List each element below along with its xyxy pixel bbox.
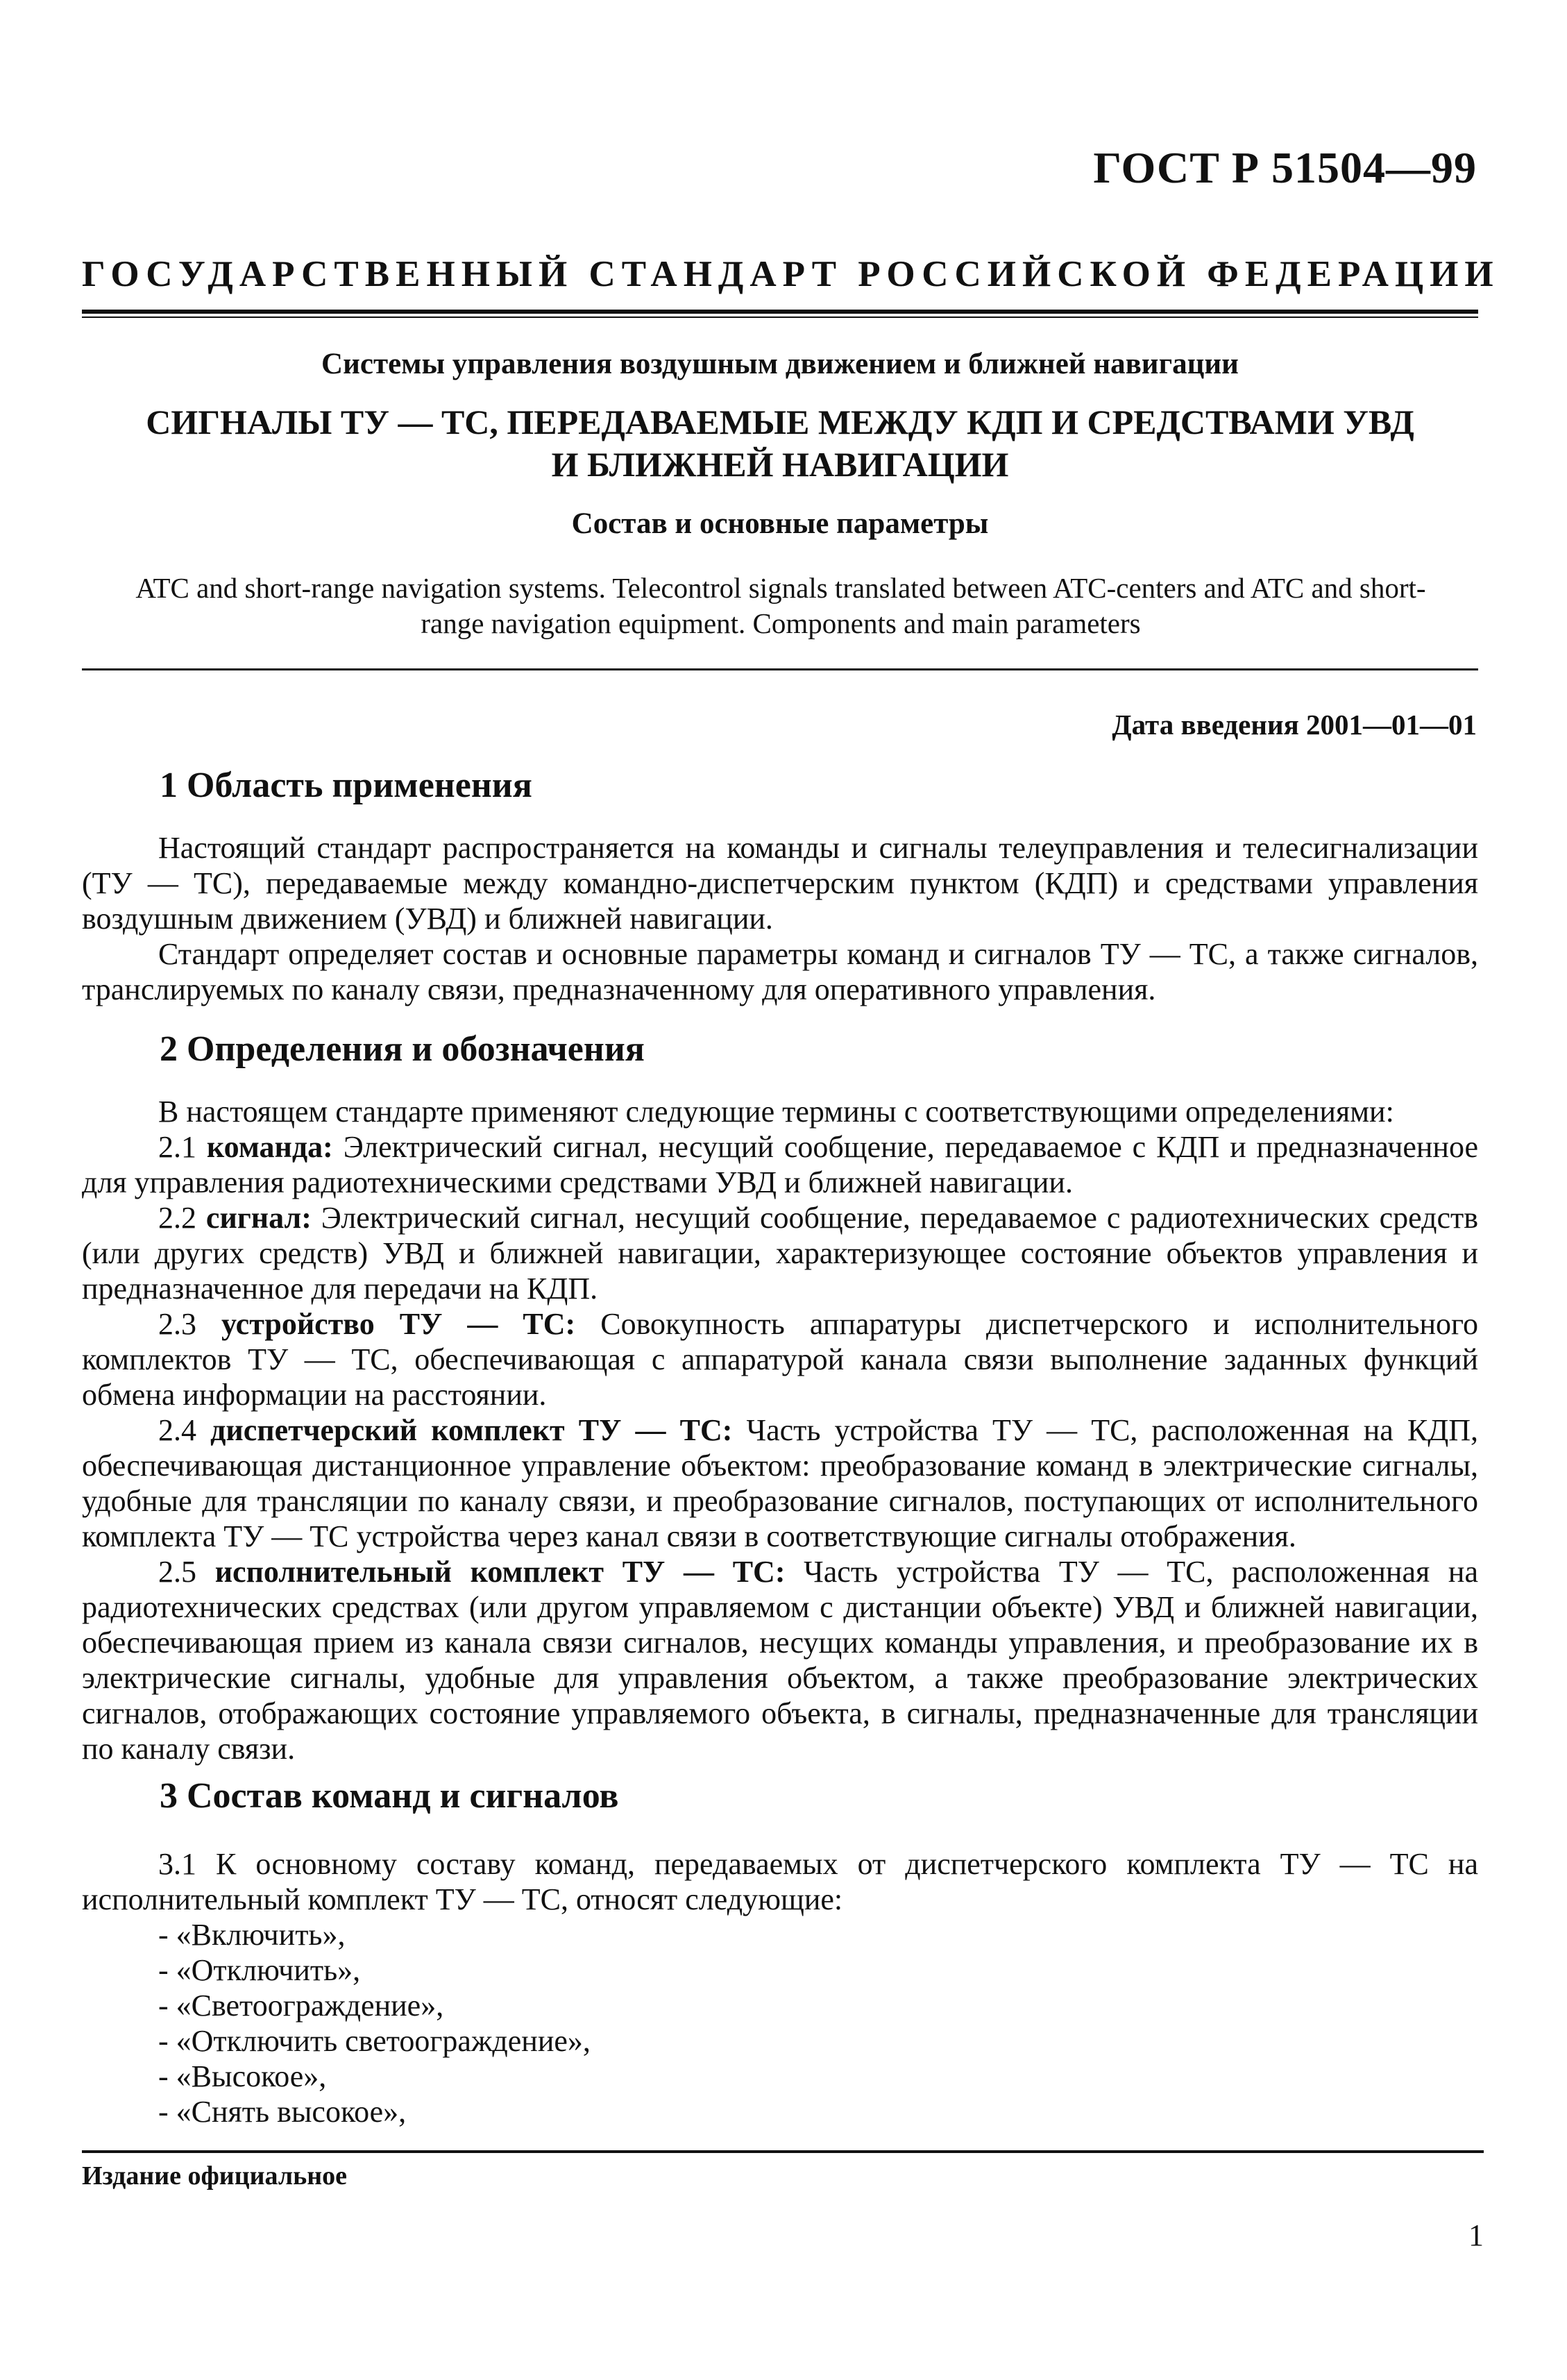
list-item: - «Включить», [158,1918,346,1952]
section-2-heading: 2 Определения и обозначения [160,1029,645,1069]
definition-2-4 [82,1412,1478,1554]
section-1-paragraph-2: Стандарт определяет состав и основные параметры команд и сигналов ТУ — ТС, а также сигналов, транслируемых по каналу связи, предназначенному для оперативного управления. [82,937,1478,1006]
definition-2-2-term: сигнал: [205,1201,312,1235]
state-standard-title: ГОСУДАРСТВЕННЫЙ СТАНДАРТ РОССИЙСКОЙ ФЕДЕРАЦИИ [82,254,1500,294]
definition-2-4-number: 2.4 [158,1413,196,1447]
header-rule-thin [82,317,1478,318]
english-title-line-2: range navigation equipment. Components and main parameters [421,607,1141,639]
list-item: - «Светоограждение», [158,1989,444,2023]
definition-2-1-text: Электрический сигнал, несущий сообщение, передаваемое с КДП и предназначенное для управления радиотехническими средствами УВД и ближней навигации. [82,1130,1479,1199]
command-list [158,1917,1477,2129]
definition-2-2-number: 2.2 [158,1201,196,1235]
section-3-paragraph-1: 3.1 К основному составу команд, передаваемых от диспетчерского комплекта ТУ — ТС на исполнительный комплект ТУ — ТС, относят следующие: [82,1847,1478,1916]
section-2-intro: В настоящем стандарте применяют следующие термины с соответствующими определениями: [158,1095,1394,1129]
english-title-line-1: ATC and short-range navigation systems. Telecontrol signals translated between ATC-centers and ATC and short- [135,572,1426,604]
definition-2-2-text: Электрический сигнал, несущий сообщение, передаваемое с радиотехнических средств (или других средств) УВД и ближней навигации, характеризующее состояние объектов управления и предназначенное для передачи на КДП. [82,1201,1478,1306]
list-item: - «Отключить», [158,1953,361,1987]
list-item: - «Снять высокое», [158,2095,407,2129]
definition-2-1-number: 2.1 [158,1130,196,1164]
header-rule-thick [82,310,1478,314]
section-3-body [82,1846,1478,1917]
definition-2-1 [82,1129,1478,1200]
definition-2-5-number: 2.5 [158,1555,196,1589]
definition-2-5-text: Часть устройства ТУ — ТС, расположенная на радиотехнических средствах (или другом управляемом с дистанции объекте) УВД и ближней навигации, обеспечивающая прием из канала связи сигналов, несущих команды управления, и преобразование их в электрические сигналы, удобные для управления объектом, а также преобразование электрических сигналов, отображающих состояние управляемого объекта, в сигналы, предназначенные для трансляции по каналу связи. [82,1555,1478,1766]
title-rule [82,668,1478,670]
definition-2-2 [82,1200,1478,1306]
section-1-body [82,830,1478,1007]
page-number: 1 [1468,2218,1484,2252]
definition-2-5-term: исполнительный комплект ТУ — ТС: [214,1555,786,1589]
official-edition-note: Издание официальное [82,2161,348,2191]
definition-2-3-term: устройство ТУ — ТС: [221,1307,576,1341]
section-2-body [82,1094,1478,1766]
main-title [82,401,1478,486]
list-item: - «Отключить светоограждение», [158,2024,591,2058]
date-of-introduction: Дата введения 2001—01—01 [1112,709,1477,741]
subtitle: Состав и основные параметры [571,507,989,540]
definition-2-4-term: диспетчерский комплект ТУ — ТС: [210,1413,733,1447]
list-item: - «Высокое», [158,2059,327,2093]
definition-2-5 [82,1554,1478,1766]
main-title-line-1: СИГНАЛЫ ТУ — ТС, ПЕРЕДАВАЕМЫЕ МЕЖДУ КДП И СРЕДСТВАМИ УВД [146,403,1414,441]
definition-2-3 [82,1306,1478,1412]
definition-2-3-text: Совокупность аппаратуры диспетчерского и исполнительного комплектов ТУ — ТС, обеспечивающая с аппаратурой канала связи выполнение заданных функций обмена информации на расстоянии. [82,1307,1479,1412]
definition-2-3-number: 2.3 [158,1307,196,1341]
definition-2-1-term: команда: [206,1130,333,1164]
section-3-heading: 3 Состав команд и сигналов [160,1776,619,1816]
main-title-line-2: И БЛИЖНЕЙ НАВИГАЦИИ [551,445,1009,484]
system-title: Системы управления воздушным движением и ближней навигации [321,348,1239,380]
definition-2-4-text: Часть устройства ТУ — ТС, расположенная на КДП, обеспечивающая дистанционное управление объектом: преобразование команд в электрические сигналы, удобные для трансляции по каналу связи, и преобразование сигналов, поступающих от исполнительного комплекта ТУ — ТС устройства через канал связи в соответствующие сигналы отображения. [82,1413,1479,1553]
section-1-paragraph-1: Настоящий стандарт распространяется на команды и сигналы телеуправления и телесигнализации (ТУ — ТС), передаваемые между командно-диспетчерским пунктом (КДП) и средствами управления воздушным движением (УВД) и ближней навигации. [82,831,1478,936]
english-title [90,571,1471,641]
gost-number: ГОСТ Р 51504—99 [1093,143,1477,192]
section-1-heading: 1 Область применения [160,766,532,805]
footer-rule [82,2150,1484,2153]
